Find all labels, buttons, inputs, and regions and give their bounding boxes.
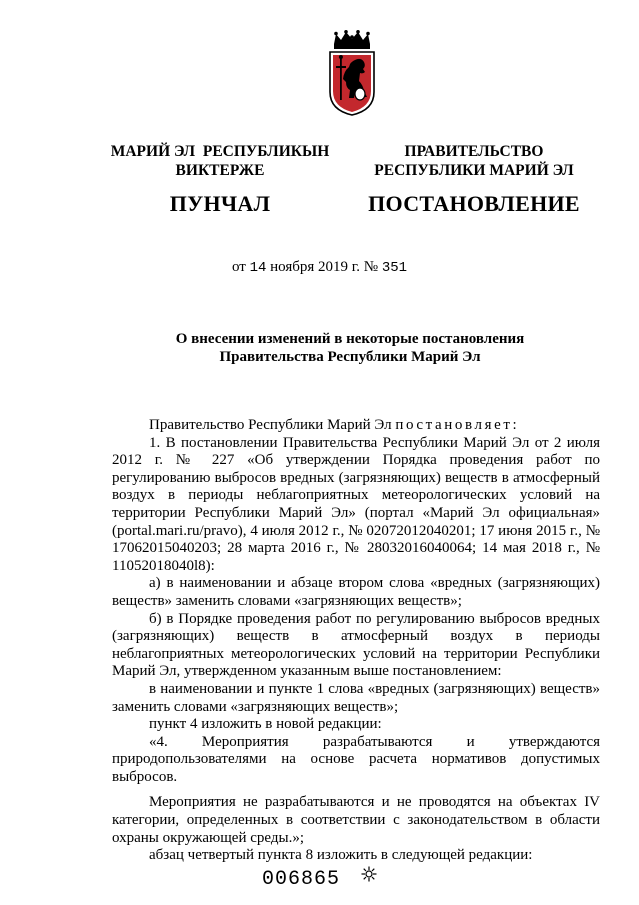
item-b-line1: б) в Порядке проведения работ по регулированию выбросов (149, 610, 541, 627)
quote4-line1: «4. Мероприятия разрабатываются и утверждаются (149, 733, 600, 750)
item-a-line2: (загрязняющих) веществ» заменить словами «загрязняющих веществ»; (112, 575, 601, 609)
title-line2: Правительства Республики Марий Эл (219, 349, 481, 365)
date-line (0, 259, 639, 276)
star-mark-icon (361, 866, 377, 882)
item-b-line4: Республики Марий Эл, утвержденном указанным выше постановлением: (112, 645, 601, 680)
item-1-paragraph (112, 435, 600, 576)
item1-line7: 17 июня 2015 г., № 17062015040203; 28 марта 2016 г., (112, 522, 601, 557)
header-right (350, 142, 598, 216)
header-right-line1: ПРАВИТЕЛЬСТВО (404, 143, 544, 160)
title-line1: О внесении изменений в некоторые постановления (175, 331, 525, 347)
item1-line5: условий на территории Республики Марий Эл» (портал «Марий Эл (112, 487, 601, 521)
header-left-line1: МАРИЙ ЭЛ РЕСПУБЛИКЫН (110, 143, 330, 160)
item-b-line3: неблагоприятных метеорологических условий на территории (112, 645, 518, 662)
coat-of-arms-icon (327, 30, 377, 116)
point-4-paragraph: пункт 4 изложить в новой редакции: (149, 716, 382, 733)
serial-number (0, 866, 639, 891)
name-replacement-line1: в наименовании и пункте 1 слова «вредных (загрязняющих) (149, 680, 536, 697)
serial-number-value: 006865 (261, 868, 340, 891)
preamble (112, 417, 600, 435)
quote-next-line2: IV категории, определенных в соответствии с законодательством (112, 794, 601, 829)
item-b-paragraph (112, 611, 600, 681)
date-day: 14 (249, 260, 267, 276)
preamble-decree: постановляет: (395, 417, 520, 433)
paragraph-4-edit: абзац четвертый пункта 8 изложить в следующей редакции: (149, 847, 533, 864)
date-prefix: от (231, 259, 246, 275)
quote-point-4-paragraph (112, 734, 600, 787)
quote4-line3: выбросов. (112, 768, 178, 785)
header-left-line2: ВИКТЕРЖЕ (175, 162, 265, 179)
quote-next-line1: Мероприятия не разрабатываются и не проводятся на объектах (149, 794, 577, 811)
item1-line1: 1. В постановлении Правительства Республики Марий Эл (149, 434, 530, 451)
header-left (92, 142, 348, 216)
item1-line3: по регулированию выбросов вредных (загрязняющих) веществ (112, 452, 601, 486)
document-body (112, 417, 600, 865)
header-left-doc-type: ПУНЧАЛ (169, 191, 271, 216)
document-title (100, 330, 600, 366)
name-replacement-paragraph (112, 681, 600, 716)
item1-line6: официальная» (portal.mari.ru/pravo), 4 июля 2012 г., № 02072012040201; (112, 504, 601, 539)
item-a-line1: а) в наименовании и абзаце втором слова «вредных (149, 575, 492, 592)
quote4-line2: природопользователями на основе расчета нормативов допустимых (112, 751, 600, 768)
quote-next-line3: в области охраны окружающей среды.»; (112, 812, 600, 846)
item1-line2: от 2 июля 2012 г. № 227 «Об утверждении Порядка проведения работ (112, 434, 601, 469)
preamble-main: Правительство Республики Марий Эл (149, 417, 392, 433)
item-a-paragraph (112, 575, 600, 610)
quote-next-paragraph (112, 794, 600, 847)
date-month-year: ноября 2019 г. № (270, 259, 379, 275)
name-replacement-line2: веществ» заменить словами «загрязняющих веществ»; (112, 680, 600, 715)
document-number: 351 (381, 260, 408, 276)
item1-line4: в атмосферный воздух в периоды неблагоприятных метеорологических (112, 469, 600, 504)
header-right-doc-type: ПОСТАНОВЛЕНИЕ (368, 191, 580, 216)
item1-line8: № 28032016040064; 14 мая 2018 г., № 11052018040l8): (112, 540, 601, 574)
header-right-line2: РЕСПУБЛИКИ МАРИЙ ЭЛ (374, 162, 574, 179)
item-b-line2: вредных (загрязняющих) веществ в атмосферный воздух в периоды (112, 610, 601, 645)
